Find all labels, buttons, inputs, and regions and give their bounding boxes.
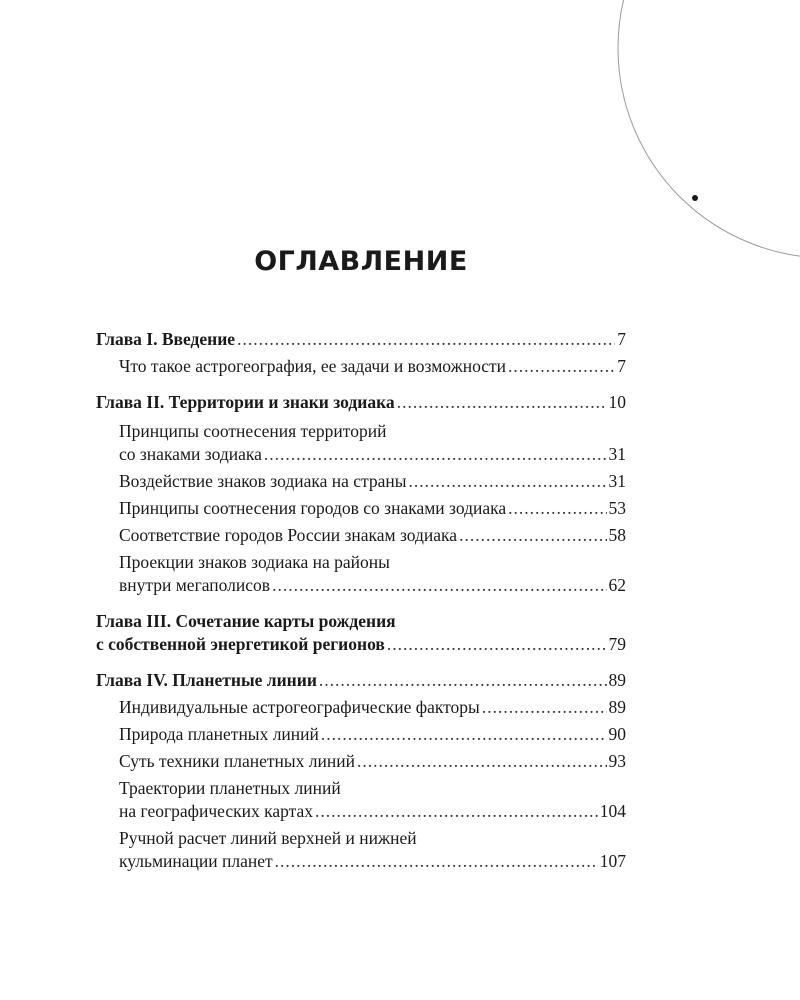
toc-page-number: 62 bbox=[608, 575, 626, 595]
toc-page-number: 7 bbox=[617, 356, 626, 376]
toc-entry-text: внутри мегаполисов bbox=[119, 575, 271, 595]
toc-leader-dots bbox=[275, 850, 598, 873]
toc-leader-dots bbox=[264, 443, 607, 466]
toc-chapter[interactable] bbox=[96, 669, 626, 692]
toc-page-number: 104 bbox=[599, 801, 626, 821]
toc-chapter[interactable] bbox=[96, 328, 626, 351]
toc-leader-dots bbox=[508, 497, 606, 520]
toc-page-number: 89 bbox=[608, 670, 626, 690]
toc-leader-dots bbox=[357, 750, 607, 773]
toc-leader-dots bbox=[397, 391, 607, 414]
toc-leader-dots bbox=[409, 470, 607, 493]
toc-page-number: 93 bbox=[608, 751, 626, 771]
toc-section[interactable] bbox=[96, 777, 626, 823]
toc-entry-text: Глава III. Сочетание карты рождения bbox=[96, 611, 396, 631]
toc-entry-text: Природа планетных линий bbox=[119, 724, 319, 744]
toc-section[interactable] bbox=[96, 827, 626, 873]
toc-page-number: 53 bbox=[608, 498, 626, 518]
toc-entry-text: Что такое астрогеография, ее задачи и возможности bbox=[119, 356, 507, 376]
toc-chapter[interactable] bbox=[96, 391, 626, 414]
toc-entry-text: Принципы соотнесения городов со знаками зодиака bbox=[119, 498, 507, 518]
toc-leader-dots bbox=[272, 574, 606, 597]
toc-leader-dots bbox=[387, 633, 607, 656]
toc-entry-text: Траектории планетных линий bbox=[119, 778, 341, 798]
toc-leader-dots bbox=[482, 696, 607, 719]
orbit-arc bbox=[618, 0, 800, 258]
toc-section[interactable] bbox=[96, 355, 626, 378]
toc-entry-text: Принципы соотнесения территорий bbox=[119, 421, 387, 441]
toc-chapter[interactable] bbox=[96, 610, 626, 656]
toc-entry-text: кульминации планет bbox=[119, 851, 273, 871]
toc-page-number: 58 bbox=[608, 525, 626, 545]
toc-entry-text: Глава IV. Планетные линии bbox=[96, 670, 317, 690]
page-title: ОГЛАВЛЕНИЕ bbox=[254, 246, 468, 277]
toc-entry-text: Суть техники планетных линий bbox=[119, 751, 355, 771]
toc-page-number: 10 bbox=[608, 392, 626, 412]
toc-entry-text: со знаками зодиака bbox=[119, 444, 262, 464]
toc-page-number: 90 bbox=[608, 724, 626, 744]
toc-page-number: 31 bbox=[608, 471, 626, 491]
toc-page-number: 7 bbox=[617, 329, 626, 349]
toc-section[interactable] bbox=[96, 696, 626, 719]
toc-section[interactable] bbox=[96, 420, 626, 466]
toc-entry-text: Воздействие знаков зодиака на страны bbox=[119, 471, 407, 491]
toc-section[interactable] bbox=[96, 551, 626, 597]
table-of-contents bbox=[96, 328, 626, 873]
toc-entry-text: Ручной расчет линий верхней и нижней bbox=[119, 828, 417, 848]
toc-leader-dots bbox=[237, 328, 615, 351]
toc-section[interactable] bbox=[96, 470, 626, 493]
toc-entry-text: Индивидуальные астрогеографические факторы bbox=[119, 697, 480, 717]
toc-entry-text: на географических картах bbox=[119, 801, 314, 821]
toc-section[interactable] bbox=[96, 723, 626, 746]
toc-entry-text: Проекции знаков зодиака на районы bbox=[119, 552, 390, 572]
toc-leader-dots bbox=[508, 355, 615, 378]
toc-entry-text: Глава II. Территории и знаки зодиака bbox=[96, 392, 395, 412]
toc-page-number: 107 bbox=[599, 851, 626, 871]
toc-leader-dots bbox=[315, 800, 598, 823]
toc-leader-dots bbox=[319, 669, 607, 692]
toc-entry-text: Глава I. Введение bbox=[96, 329, 236, 349]
toc-page-number: 31 bbox=[608, 444, 626, 464]
toc-section[interactable] bbox=[96, 750, 626, 773]
toc-section[interactable] bbox=[96, 497, 626, 520]
toc-section[interactable] bbox=[96, 524, 626, 547]
toc-page-number: 79 bbox=[608, 634, 626, 654]
toc-leader-dots bbox=[459, 524, 606, 547]
toc-page-number: 89 bbox=[608, 697, 626, 717]
toc-leader-dots bbox=[321, 723, 607, 746]
orbit-dot bbox=[692, 195, 698, 201]
toc-entry-text: Соответствие городов России знакам зодиака bbox=[119, 525, 458, 545]
toc-entry-text: с собственной энергетикой регионов bbox=[96, 634, 385, 654]
